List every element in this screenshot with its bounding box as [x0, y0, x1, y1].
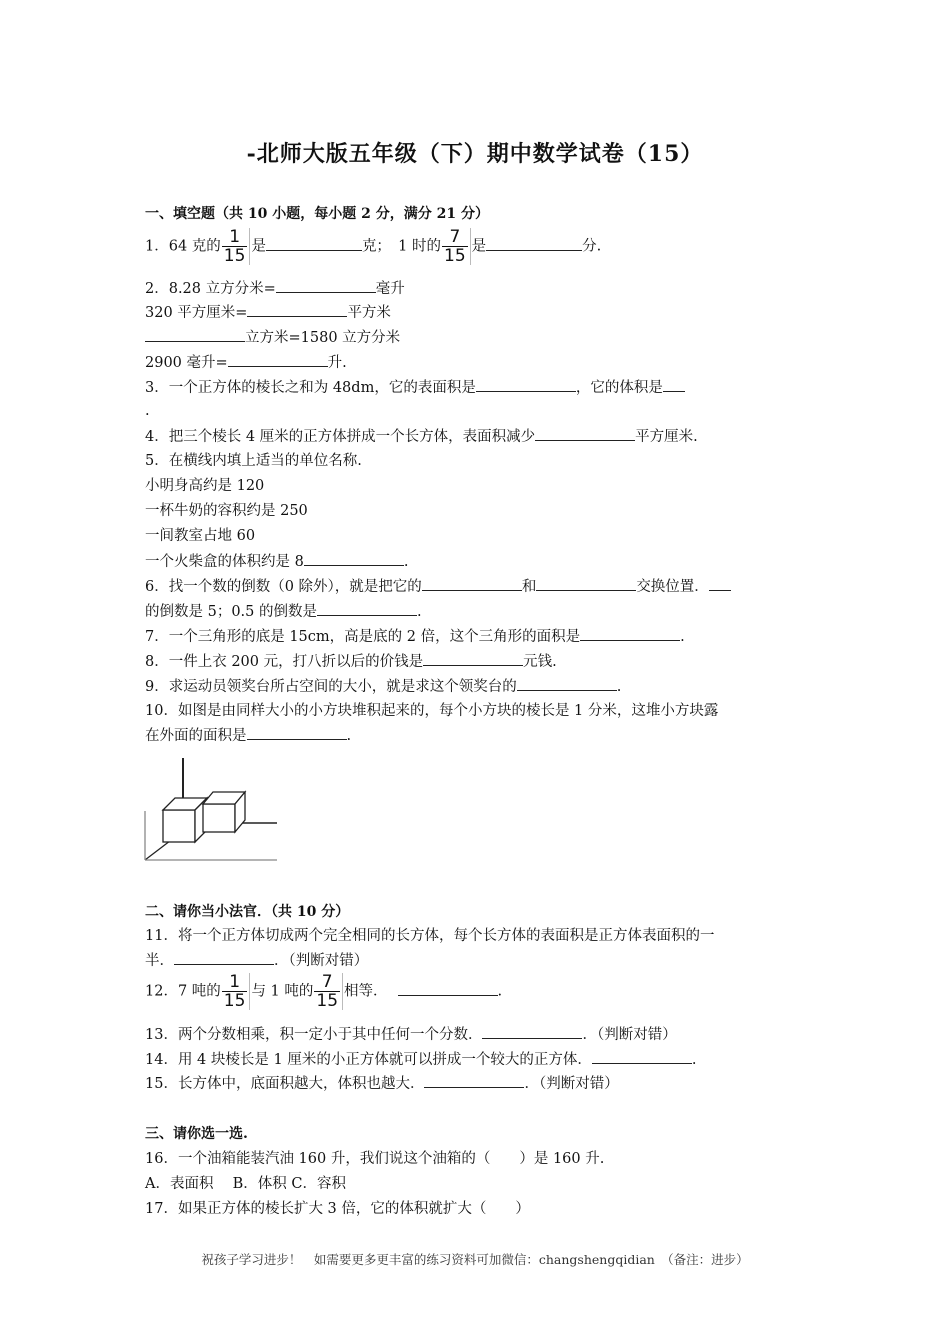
question-3: 3．一个正方体的棱长之和为 48dm，它的表面积是 ，它的体积是: [145, 377, 685, 398]
question-1: 1．64 克的 $\frac{1}{15}$ 是 克； 1 时的 $\frac{7}{15}$ 是 分.: [145, 227, 602, 266]
question-11-line-2: 半． ．（判断对错）: [145, 950, 368, 971]
question-9: 9．求运动员领奖台所占空间的大小，就是求这个领奖台的 .: [145, 676, 621, 697]
answer-blank[interactable]: [304, 551, 404, 566]
page-title: -北师大版五年级（下）期中数学试卷（15）: [246, 141, 704, 167]
answer-blank[interactable]: [709, 576, 731, 591]
answer-blank[interactable]: [536, 576, 636, 591]
section-2-heading: 二、请你当小法官．（共 10 分）: [145, 904, 350, 920]
question-5: 5．在横线内填上适当的单位名称.: [145, 453, 362, 469]
answer-blank[interactable]: [247, 725, 347, 740]
section-3-heading: 三、请你选一选.: [145, 1126, 248, 1142]
answer-blank[interactable]: [174, 950, 274, 965]
fraction-7-15: $\frac{7}{15}$: [442, 228, 471, 265]
cube-stack-figure: [143, 756, 281, 866]
question-5-item-3: 一间教室占地 60: [145, 528, 256, 544]
question-2-line-1: 2．8.28 立方分米= 毫升: [145, 278, 405, 299]
question-15: 15．长方体中，底面积越大，体积也越大． ．（判断对错）: [145, 1073, 619, 1094]
question-11: 11．将一个正方体切成两个完全相同的长方体，每个长方体的表面积是正方体表面积的一: [145, 928, 715, 944]
answer-blank[interactable]: [247, 302, 347, 317]
question-10-line-2: 在外面的面积是 .: [145, 725, 351, 746]
question-16: 16．一个油箱能装汽油 160 升，我们说这个油箱的（ ）是 160 升.: [145, 1151, 605, 1167]
answer-blank[interactable]: [276, 278, 376, 293]
answer-blank[interactable]: [482, 1024, 582, 1039]
answer-blank[interactable]: [422, 576, 522, 591]
question-2-line-2: 320 平方厘米= 平方米: [145, 302, 391, 323]
question-4: 4．把三个棱长 4 厘米的正方体拼成一个长方体，表面积减少 平方厘米.: [145, 426, 698, 447]
answer-blank[interactable]: [398, 981, 498, 996]
question-14: 14．用 4 块棱长是 1 厘米的小正方体就可以拼成一个较大的正方体． .: [145, 1049, 696, 1070]
question-13: 13．两个分数相乘，积一定小于其中任何一个分数． ．（判断对错）: [145, 1024, 677, 1045]
question-5-item-4: 一个火柴盒的体积约是 8 .: [145, 551, 408, 572]
answer-blank[interactable]: [535, 426, 635, 441]
fraction-1-15: $\frac{1}{15}$: [222, 228, 251, 265]
question-6-line-2: 的倒数是 5；0.5 的倒数是 .: [145, 601, 422, 622]
question-6: 6．找一个数的倒数（0 除外），就是把它的 和 交换位置．: [145, 576, 731, 597]
question-2-line-3: 立方米=1580 立方分米: [145, 327, 400, 348]
question-7: 7．一个三角形的底是 15cm，高是底的 2 倍，这个三角形的面积是 .: [145, 626, 685, 647]
page-footer: 祝孩子学习进步！ 如需要更多更丰富的练习资料可加微信：changshengqidian （备注：进步）: [201, 1252, 749, 1267]
question-17: 17．如果正方体的棱长扩大 3 倍，它的体积就扩大（ ）: [145, 1201, 530, 1217]
answer-blank[interactable]: [228, 352, 328, 367]
answer-blank[interactable]: [317, 601, 417, 616]
question-5-item-2: 一杯牛奶的容积约是 250: [145, 503, 308, 519]
question-10: 10．如图是由同样大小的小方块堆积起来的，每个小方块的棱长是 1 分米，这堆小方块露: [145, 703, 719, 719]
question-12: 12．7 吨的 $\frac{1}{15}$ 与 1 吨的 $\frac{7}{15}$ 相等． .: [145, 972, 503, 1011]
answer-blank[interactable]: [424, 1073, 524, 1088]
answer-blank[interactable]: [423, 651, 523, 666]
question-8: 8．一件上衣 200 元，打八折以后的价钱是 元钱.: [145, 651, 557, 672]
question-16-options: A．表面积 B．体积 C．容积: [145, 1176, 346, 1192]
fraction-1-15: $\frac{1}{15}$: [222, 973, 251, 1010]
answer-blank[interactable]: [592, 1049, 692, 1064]
answer-blank[interactable]: [145, 327, 245, 342]
question-3-end: .: [145, 403, 150, 419]
answer-blank[interactable]: [580, 626, 680, 641]
q1-text-a: 1．64 克的: [145, 238, 221, 255]
answer-blank[interactable]: [266, 236, 362, 251]
answer-blank[interactable]: [517, 676, 617, 691]
fraction-7-15: $\frac{7}{15}$: [314, 973, 343, 1010]
answer-blank[interactable]: [663, 377, 685, 392]
section-1-heading: 一、填空题（共 10 小题，每小题 2 分，满分 21 分）: [145, 206, 489, 222]
question-5-item-1: 小明身高约是 120: [145, 478, 265, 494]
answer-blank[interactable]: [486, 236, 582, 251]
question-2-line-4: 2900 毫升= 升.: [145, 352, 347, 373]
answer-blank[interactable]: [476, 377, 576, 392]
